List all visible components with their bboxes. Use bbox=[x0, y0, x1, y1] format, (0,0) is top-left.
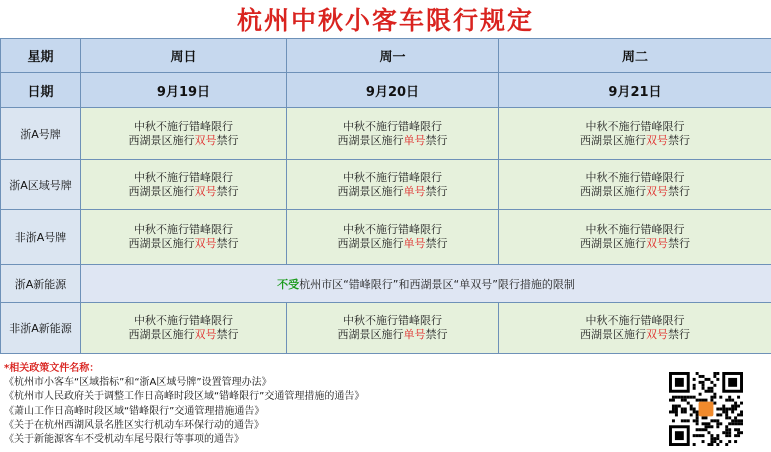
rule-cell: 中秋不施行错峰限行 西湖景区施行单号禁行 bbox=[287, 108, 499, 160]
policy-title: *相关政策文件名称： bbox=[4, 363, 100, 374]
weekday-0: 周日 bbox=[81, 39, 287, 73]
rule-cell: 中秋不施行错峰限行 西湖景区施行单号禁行 bbox=[287, 210, 499, 265]
plate-type-label: 浙A新能源 bbox=[1, 265, 81, 303]
page-title: 杭州中秋小客车限行规定 bbox=[236, 6, 534, 35]
policy-item: 《杭州市小客车“区域指标”和“浙A区域号牌”设置管理办法》 bbox=[4, 377, 272, 389]
rule-cell: 中秋不施行错峰限行 西湖景区施行双号禁行 bbox=[81, 108, 287, 160]
rule-cell: 中秋不施行错峰限行 西湖景区施行双号禁行 bbox=[499, 303, 771, 354]
table-row bbox=[1, 303, 771, 354]
table-row bbox=[1, 108, 771, 160]
plate-type-label: 浙A区域号牌 bbox=[1, 160, 81, 210]
table-row bbox=[1, 160, 771, 210]
date-header-row bbox=[1, 73, 771, 108]
rule-cell: 中秋不施行错峰限行 西湖景区施行双号禁行 bbox=[81, 210, 287, 265]
plate-type-label: 非浙A号牌 bbox=[1, 210, 81, 265]
qr-code-icon bbox=[669, 372, 743, 446]
policy-item: 《关于在杭州西湖风景名胜区实行机动车环保行动的通告》 bbox=[4, 419, 264, 431]
restriction-table bbox=[0, 38, 771, 354]
policy-item: 《杭州市人民政府关于调整工作日高峰时段区域“错峰限行”交通管理措施的通告》 bbox=[4, 391, 365, 403]
weekday-1: 周一 bbox=[287, 39, 499, 73]
date-label: 日期 bbox=[1, 73, 81, 108]
table-row bbox=[1, 210, 771, 265]
plate-type-label: 非浙A新能源 bbox=[1, 303, 81, 354]
rule-cell: 中秋不施行错峰限行 西湖景区施行单号禁行 bbox=[287, 160, 499, 210]
rule-cell: 中秋不施行错峰限行 西湖景区施行双号禁行 bbox=[499, 108, 771, 160]
date-2: 9月21日 bbox=[499, 73, 771, 108]
policy-list bbox=[4, 362, 644, 447]
policy-item: 《关于新能源客车不受机动车尾号限行等事项的通告》 bbox=[4, 434, 244, 446]
rule-cell: 中秋不施行错峰限行 西湖景区施行单号禁行 bbox=[287, 303, 499, 354]
rule-cell: 中秋不施行错峰限行 西湖景区施行双号禁行 bbox=[499, 210, 771, 265]
rule-cell: 中秋不施行错峰限行 西湖景区施行双号禁行 bbox=[81, 303, 287, 354]
policy-item: 《萧山工作日高峰时段区域“错峰限行”交通管理措施通告》 bbox=[4, 405, 265, 417]
new-energy-rule: 不受杭州市区“错峰限行”和西湖景区“单双号”限行措施的限制 bbox=[81, 265, 771, 303]
date-1: 9月20日 bbox=[287, 73, 499, 108]
weekday-2: 周二 bbox=[499, 39, 771, 73]
weekday-header-row bbox=[1, 39, 771, 73]
new-energy-row bbox=[1, 265, 771, 303]
date-0: 9月19日 bbox=[81, 73, 287, 108]
rule-cell: 中秋不施行错峰限行 西湖景区施行双号禁行 bbox=[81, 160, 287, 210]
rule-cell: 中秋不施行错峰限行 西湖景区施行双号禁行 bbox=[499, 160, 771, 210]
week-label: 星期 bbox=[1, 39, 81, 73]
plate-type-label: 浙A号牌 bbox=[1, 108, 81, 160]
